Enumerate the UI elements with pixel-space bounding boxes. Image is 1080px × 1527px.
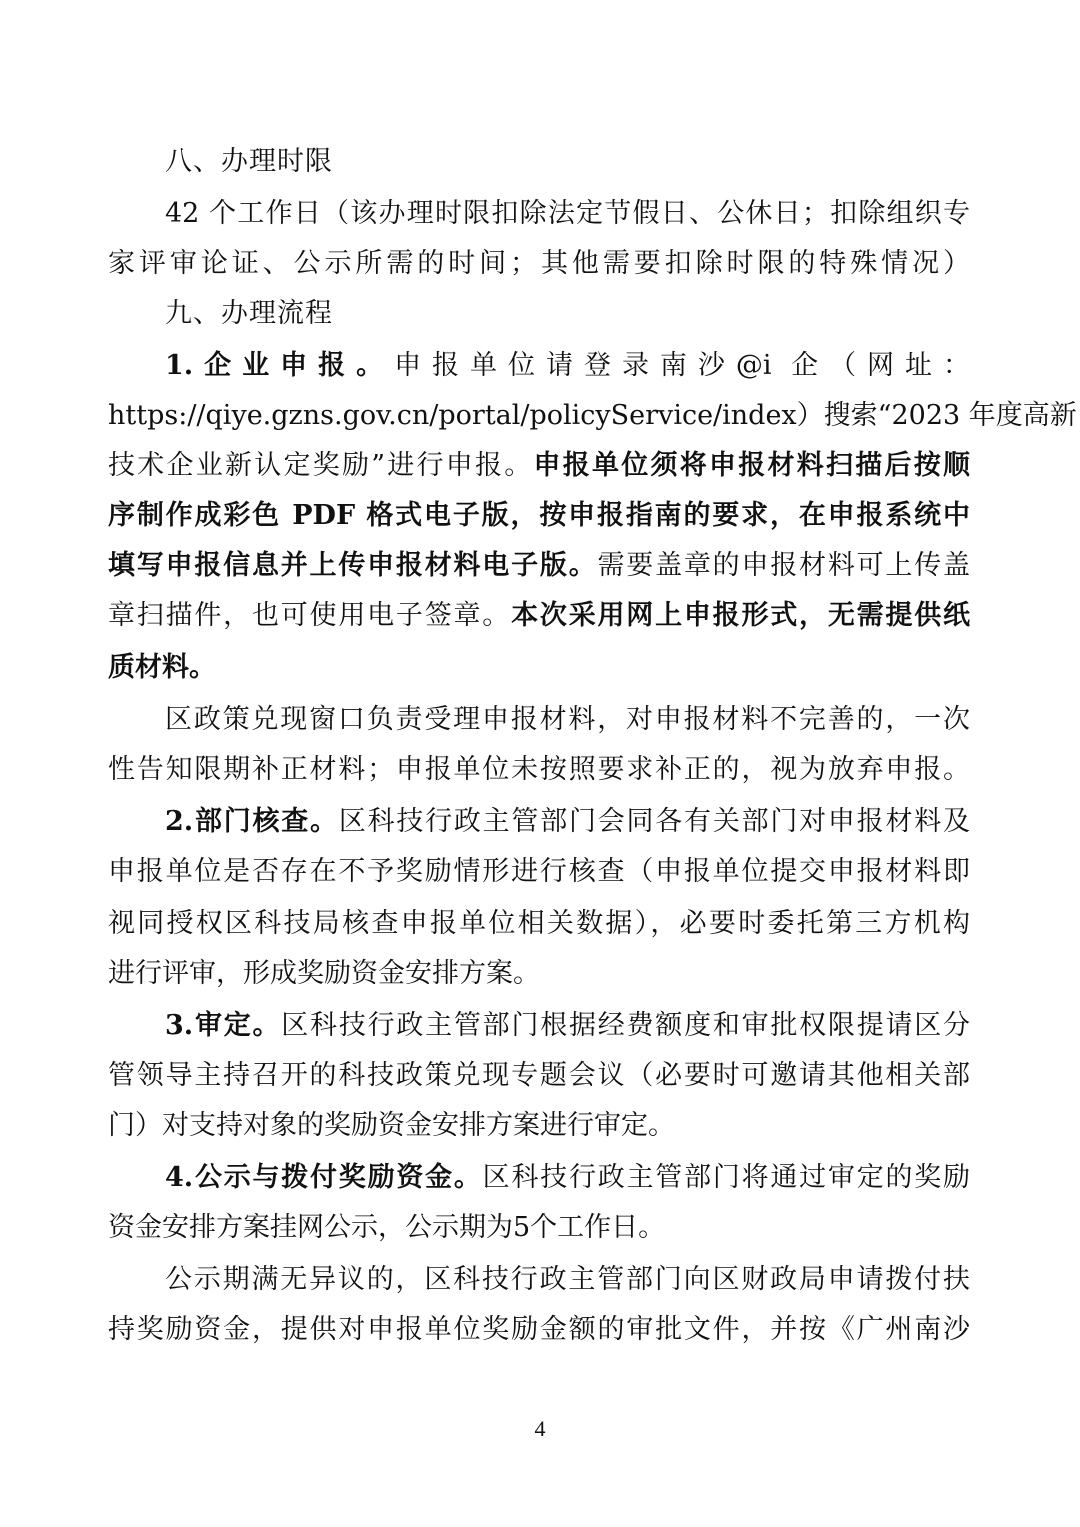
page-number: 4 bbox=[534, 1416, 546, 1441]
step1-text: 需要盖章的申报材料可上传盖 bbox=[597, 550, 971, 581]
step1-emphasis: 本次采用网上申报形式，无需提供纸 bbox=[511, 600, 971, 631]
step4-line bbox=[165, 1158, 970, 1198]
step1-emphasis: 序制作成彩色 PDF 格式电子版，按申报指南的要求，在申报系统中 bbox=[108, 500, 970, 531]
step3-title: 3.审定。 bbox=[165, 1010, 282, 1041]
heading-text: 九、办理流程 bbox=[165, 298, 333, 329]
step1-line bbox=[108, 648, 970, 688]
step4-line: 资金安排方案挂网公示，公示期为5个工作日。 bbox=[108, 1212, 666, 1243]
step2-text: 区科技行政主管部门会同各有关部门对申报材料及 bbox=[338, 806, 970, 837]
section-heading-time-limit bbox=[165, 142, 970, 182]
step2-line bbox=[165, 802, 970, 842]
step1-url-line: https://qiye.gzns.gov.cn/portal/policyService/index）搜索“2023 年度高新 bbox=[108, 400, 1077, 431]
step2-line: 申报单位是否存在不予奖励情形进行核查（申报单位提交申报材料即 bbox=[108, 856, 970, 887]
step1-line bbox=[165, 346, 970, 386]
step2-line: 进行评审，形成奖励资金安排方案。 bbox=[108, 958, 540, 989]
step1-emphasis: 填写申报信息并上传申报材料电子版。 bbox=[108, 550, 598, 581]
step1-line bbox=[108, 546, 970, 586]
step1-title: 1.企业申报。 bbox=[165, 350, 395, 381]
paragraph-line: 性告知限期补正材料；申报单位未按照要求补正的，视为放弃申报。 bbox=[108, 754, 970, 785]
step1-text: 章扫描件，也可使用电子签章。 bbox=[108, 600, 512, 631]
paragraph-line: 42 个工作日（该办理时限扣除法定节假日、公休日；扣除组织专 bbox=[165, 198, 970, 229]
step1-line bbox=[108, 596, 970, 636]
step1-text: 申报单位请登录南沙@i 企（网址： bbox=[394, 350, 971, 381]
step2-line: 视同授权区科技局核查申报单位相关数据），必要时委托第三方机构 bbox=[108, 908, 970, 939]
heading-text: 八、办理时限 bbox=[165, 146, 333, 177]
paragraph-line: 区政策兑现窗口负责受理申报材料，对申报材料不完善的，一次 bbox=[165, 704, 970, 735]
step3-line: 门）对支持对象的奖励资金安排方案进行审定。 bbox=[108, 1110, 675, 1141]
step1-emphasis: 质材料。 bbox=[108, 652, 216, 683]
paragraph-line: 持奖励资金，提供对申报单位奖励金额的审批文件，并按《广州南沙 bbox=[108, 1314, 970, 1345]
section-heading-process bbox=[165, 294, 970, 334]
step2-title: 2.部门核查。 bbox=[165, 806, 339, 837]
step3-text: 区科技行政主管部门根据经费额度和审批权限提请区分 bbox=[281, 1010, 971, 1041]
step1-text: 技术企业新认定奖励”进行申报。 bbox=[108, 450, 534, 481]
step1-emphasis: 申报单位须将申报材料扫描后按顺 bbox=[533, 450, 971, 481]
step4-text: 区科技行政主管部门将通过审定的奖励 bbox=[482, 1162, 971, 1193]
step1-line bbox=[108, 496, 970, 536]
step4-title: 4.公示与拨付奖励资金。 bbox=[165, 1162, 483, 1193]
step1-line bbox=[108, 446, 970, 486]
step3-line bbox=[165, 1006, 970, 1046]
paragraph-line: 家评审论证、公示所需的时间；其他需要扣除时限的特殊情况） bbox=[108, 248, 970, 279]
paragraph-line: 公示期满无异议的，区科技行政主管部门向区财政局申请拨付扶 bbox=[165, 1264, 970, 1295]
step3-line: 管领导主持召开的科技政策兑现专题会议（必要时可邀请其他相关部 bbox=[108, 1060, 970, 1091]
